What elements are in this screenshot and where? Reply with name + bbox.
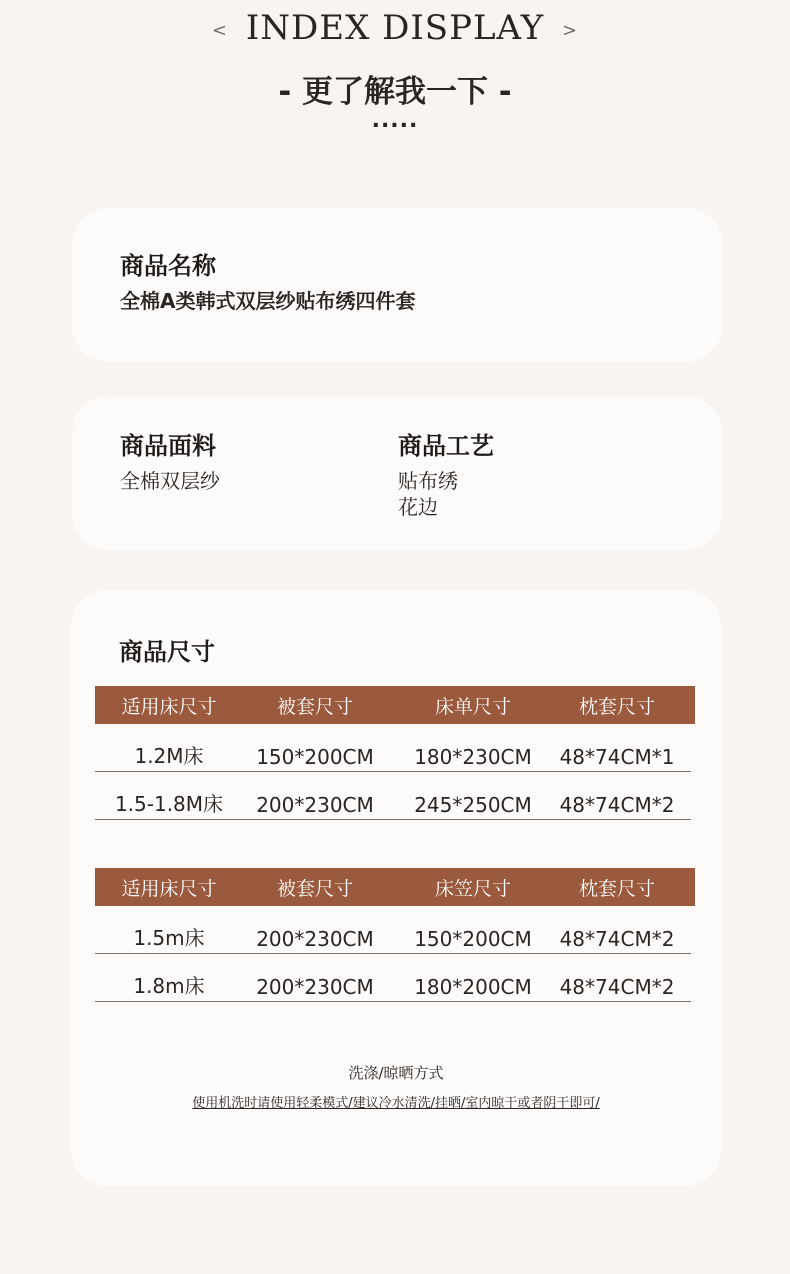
- craft-value-1: 贴布绣: [398, 469, 458, 493]
- duvet-size-cell: 200*230CM: [256, 975, 374, 999]
- duvet-size-cell: 150*200CM: [256, 745, 374, 769]
- bed-size-cell: 1.5-1.8M床: [114, 792, 224, 816]
- header-sheet-size: 床单尺寸: [434, 695, 511, 718]
- product-name-card: [72, 208, 722, 362]
- wash-instructions: 使用机洗时请使用轻柔模式/建议冷水清洗/挂晒/室内晾干或者阴干即可/: [192, 1096, 600, 1111]
- right-chevron: >: [561, 19, 579, 41]
- header-pillow-size: 枕套尺寸: [578, 695, 655, 718]
- header-pillow-size: 枕套尺寸: [578, 877, 655, 900]
- table-row: [95, 772, 691, 820]
- section-title: - 更了解我一下 -: [278, 74, 512, 110]
- product-name-label: 商品名称: [120, 252, 216, 280]
- craft-value-2: 花边: [398, 495, 438, 519]
- header-duvet-size: 被套尺寸: [276, 877, 353, 900]
- table-row: [95, 906, 691, 954]
- header-bed-size: 适用床尺寸: [121, 695, 217, 718]
- size-table-1: [95, 686, 695, 820]
- fitted-sheet-size-cell: 180*200CM: [414, 975, 532, 999]
- bed-size-cell: 1.5m床: [133, 926, 205, 950]
- table-header: [95, 686, 695, 724]
- duvet-size-cell: 200*230CM: [256, 927, 374, 951]
- header-bed-size: 适用床尺寸: [121, 877, 217, 900]
- table-header: [95, 868, 695, 906]
- duvet-size-cell: 200*230CM: [256, 793, 374, 817]
- title-dots: .....: [371, 108, 419, 133]
- fabric-value: 全棉双层纱: [120, 469, 220, 493]
- pillow-size-cell: 48*74CM*2: [559, 793, 675, 817]
- pillow-size-cell: 48*74CM*2: [559, 975, 675, 999]
- craft-label: 商品工艺: [398, 432, 494, 460]
- fitted-sheet-size-cell: 150*200CM: [414, 927, 532, 951]
- sheet-size-cell: 180*230CM: [414, 745, 532, 769]
- bed-size-cell: 1.2M床: [134, 744, 204, 768]
- header-fitted-sheet-size: 床笠尺寸: [434, 877, 511, 900]
- header-duvet-size: 被套尺寸: [276, 695, 353, 718]
- size-card: [71, 590, 721, 1186]
- sheet-size-cell: 245*250CM: [414, 793, 532, 817]
- index-display-title: INDEX DISPLAY: [245, 8, 545, 48]
- product-name-value: 全棉A类韩式双层纱贴布绣四件套: [120, 289, 416, 313]
- fabric-craft-card: [72, 396, 722, 550]
- left-chevron: <: [211, 19, 229, 41]
- size-label: 商品尺寸: [119, 638, 215, 666]
- size-table-2: [95, 868, 695, 1002]
- index-display-heading: [0, 8, 790, 48]
- pillow-size-cell: 48*74CM*2: [559, 927, 675, 951]
- bed-size-cell: 1.8m床: [133, 974, 205, 998]
- table-row: [95, 724, 691, 772]
- fabric-label: 商品面料: [120, 432, 216, 460]
- pillow-size-cell: 48*74CM*1: [559, 745, 675, 769]
- table-row: [95, 954, 691, 1002]
- wash-title: 洗涤/晾晒方式: [348, 1064, 444, 1082]
